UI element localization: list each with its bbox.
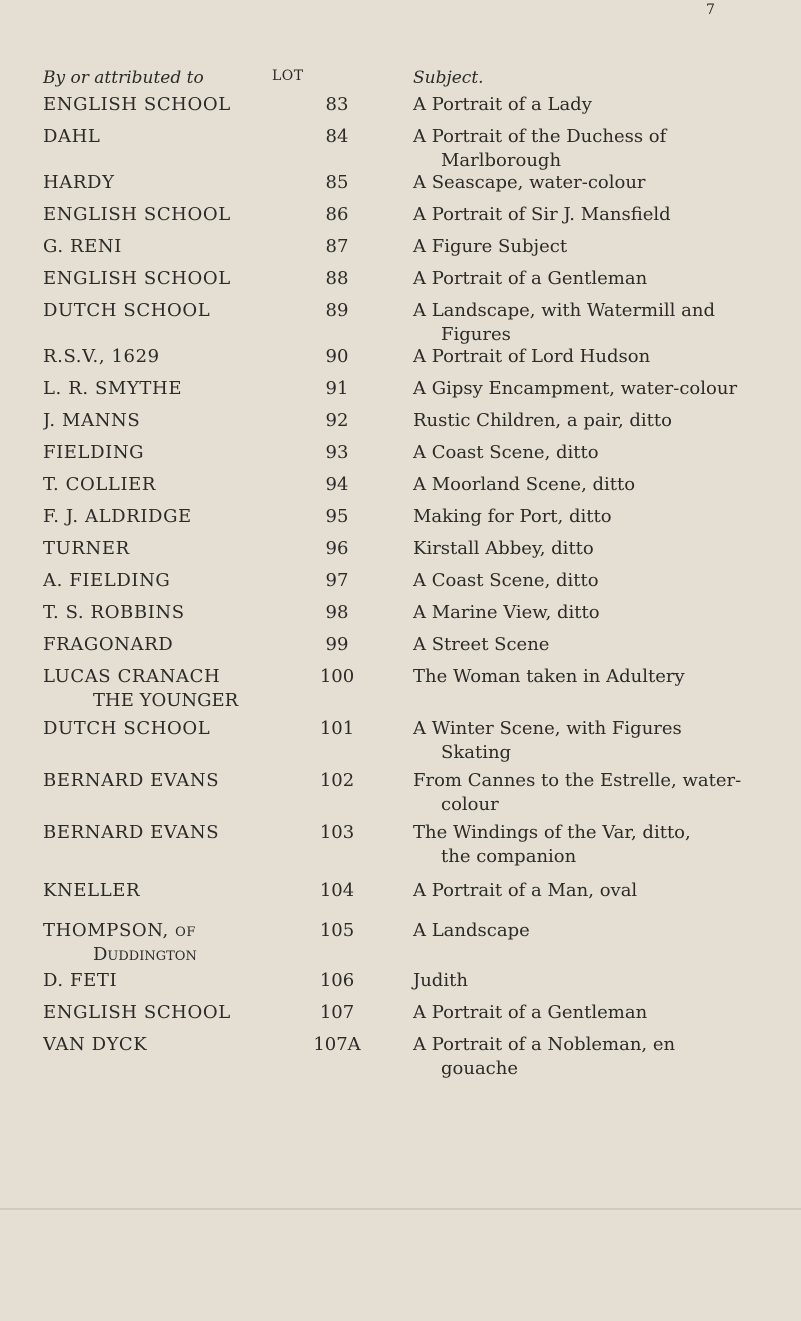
catalogue-entry <box>0 769 801 815</box>
catalogue-entry <box>0 267 801 299</box>
artist-name-text: ENGLISH SCHOOL <box>43 268 231 289</box>
subject-continuation: Marlborough <box>441 150 562 171</box>
subject-text <box>413 665 798 689</box>
subject-column-header: Subject. <box>413 68 484 88</box>
subject-text <box>413 203 798 227</box>
artist-name <box>43 569 303 593</box>
artist-name-text: F. J. ALDRIDGE <box>43 506 192 527</box>
subject-text <box>413 505 798 529</box>
artist-name-text: ENGLISH SCHOOL <box>43 1002 231 1023</box>
artist-name <box>43 235 303 259</box>
lot-number: 102 <box>319 770 355 791</box>
catalogue-entry <box>0 717 801 763</box>
subject-text <box>413 171 798 195</box>
lot-number: 101 <box>319 718 355 739</box>
artist-name-text: J. MANNS <box>43 410 141 431</box>
artist-name-text: DAHL <box>43 126 101 147</box>
catalogue-entry <box>0 537 801 569</box>
catalogue-entry <box>0 969 801 1001</box>
lot-number: 83 <box>325 94 349 115</box>
artist-name-text: BERNARD EVANS <box>43 822 220 843</box>
subject-continuation: Figures <box>441 324 511 345</box>
catalogue-entry <box>0 665 801 711</box>
artist-name <box>43 821 303 845</box>
subject-line: Judith <box>413 970 468 991</box>
artist-name-text: BERNARD EVANS <box>43 770 220 791</box>
catalogue-entry <box>0 377 801 409</box>
subject-line: A Moorland Scene, ditto <box>413 474 636 495</box>
lot-number: 97 <box>325 570 349 591</box>
catalogue-entry <box>0 235 801 267</box>
subject-continuation: the companion <box>441 846 577 867</box>
lot-number: 99 <box>325 634 349 655</box>
subject-line: A Landscape <box>413 920 530 941</box>
subject-text <box>413 441 798 465</box>
artist-name-text: G. RENI <box>43 236 122 257</box>
subject-text <box>413 473 798 497</box>
subject-text <box>413 879 798 903</box>
subject-line: A Portrait of the Duchess of <box>413 126 667 147</box>
subject-line: A Landscape, with Watermill and <box>413 300 715 321</box>
subject-text <box>413 1033 798 1081</box>
lot-number: 86 <box>325 204 349 225</box>
artist-name <box>43 769 303 793</box>
artist-name-text: FIELDING <box>43 442 145 463</box>
subject-text <box>413 537 798 561</box>
artist-name <box>43 633 303 657</box>
artist-name-text: T. COLLIER <box>43 474 157 495</box>
subject-text <box>413 299 798 347</box>
artist-name-text: D. FETI <box>43 970 118 991</box>
subject-line: A Seascape, water-colour <box>413 172 646 193</box>
artist-name <box>43 299 303 323</box>
artist-name-text: KNELLER <box>43 880 141 901</box>
subject-line: A Coast Scene, ditto <box>413 442 599 463</box>
artist-name <box>43 879 303 903</box>
artist-column-header: By or attributed to <box>43 68 204 88</box>
artist-name-text: LUCAS CRANACH <box>43 666 221 687</box>
catalogue-entry <box>0 821 801 867</box>
subject-line: A Portrait of Sir J. Mansfield <box>413 204 671 225</box>
subject-text <box>413 267 798 291</box>
catalogue-entry <box>0 203 801 235</box>
artist-name-text: VAN DYCK <box>43 1034 148 1055</box>
lot-number: 90 <box>325 346 349 367</box>
lot-number: 92 <box>325 410 349 431</box>
page-mark: 7 <box>706 2 715 18</box>
subject-text <box>413 1001 798 1025</box>
lot-number: 94 <box>325 474 349 495</box>
lot-number: 88 <box>325 268 349 289</box>
subject-line: A Coast Scene, ditto <box>413 570 599 591</box>
lot-number: 105 <box>319 920 355 941</box>
subject-line: A Gipsy Encampment, water-colour <box>413 378 738 399</box>
artist-name-text: THOMPSON, of <box>43 920 197 941</box>
subject-line: A Winter Scene, with Figures <box>413 718 682 739</box>
lot-number: 103 <box>319 822 355 843</box>
catalogue-entry <box>0 919 801 965</box>
lot-number: 85 <box>325 172 349 193</box>
lot-number: 89 <box>325 300 349 321</box>
subject-text <box>413 409 798 433</box>
subject-text <box>413 93 798 117</box>
lot-number: 107A <box>313 1034 361 1055</box>
artist-name-text: L. R. SMYTHE <box>43 378 183 399</box>
artist-name-text: HARDY <box>43 172 115 193</box>
artist-name-text: ENGLISH SCHOOL <box>43 94 231 115</box>
catalogue-entry <box>0 473 801 505</box>
lot-number: 95 <box>325 506 349 527</box>
page-bottom-rule <box>0 1208 801 1210</box>
artist-name <box>43 267 303 291</box>
subject-text <box>413 235 798 259</box>
subject-text <box>413 377 798 401</box>
lot-number: 98 <box>325 602 349 623</box>
artist-name-text: FRAGONARD <box>43 634 174 655</box>
subject-text <box>413 569 798 593</box>
catalogue-entry <box>0 93 801 125</box>
artist-name <box>43 665 303 713</box>
subject-text <box>413 919 798 943</box>
artist-name <box>43 919 303 967</box>
artist-name <box>43 1001 303 1025</box>
artist-name-text: TURNER <box>43 538 130 559</box>
subject-line: The Woman taken in Adultery <box>413 666 685 687</box>
catalogue-entry <box>0 441 801 473</box>
catalogue-entry <box>0 171 801 203</box>
subject-line: A Marine View, ditto <box>413 602 600 623</box>
artist-name <box>43 125 303 149</box>
artist-name <box>43 1033 303 1057</box>
catalogue-entry <box>0 505 801 537</box>
subject-line: Rustic Children, a pair, ditto <box>413 410 672 431</box>
catalogue-entry <box>0 345 801 377</box>
lot-number: 100 <box>319 666 355 687</box>
subject-line: A Figure Subject <box>413 236 568 257</box>
artist-name <box>43 717 303 741</box>
subject-line: The Windings of the Var, ditto, <box>413 822 691 843</box>
artist-name-text: T. S. ROBBINS <box>43 602 185 623</box>
subject-line: A Portrait of a Lady <box>413 94 592 115</box>
catalogue-entry <box>0 125 801 171</box>
subject-line: A Portrait of a Gentleman <box>413 1002 648 1023</box>
subject-text <box>413 717 798 765</box>
subject-line: A Portrait of Lord Hudson <box>413 346 651 367</box>
artist-name <box>43 345 303 369</box>
artist-name <box>43 203 303 227</box>
catalogue-entry <box>0 633 801 665</box>
subject-line: A Portrait of a Nobleman, en <box>413 1034 676 1055</box>
catalogue-entry <box>0 409 801 441</box>
subject-line: Kirstall Abbey, ditto <box>413 538 594 559</box>
artist-name-text: R.S.V., 1629 <box>43 346 160 367</box>
subject-continuation: colour <box>441 794 499 815</box>
artist-name <box>43 537 303 561</box>
artist-name-text: DUTCH SCHOOL <box>43 718 211 739</box>
subject-text <box>413 821 798 869</box>
subject-text <box>413 769 798 817</box>
catalogue-entry <box>0 879 801 911</box>
artist-name <box>43 441 303 465</box>
catalogue-entry <box>0 601 801 633</box>
subject-text <box>413 633 798 657</box>
catalogue-entry <box>0 1033 801 1079</box>
subject-text <box>413 345 798 369</box>
catalogue-entry <box>0 299 801 345</box>
artist-name-text: ENGLISH SCHOOL <box>43 204 231 225</box>
subject-line: A Street Scene <box>413 634 550 655</box>
subject-line: A Portrait of a Gentleman <box>413 268 648 289</box>
lot-number: 96 <box>325 538 349 559</box>
subject-continuation: gouache <box>441 1058 519 1079</box>
artist-name-continuation: THE YOUNGER <box>93 690 239 711</box>
subject-text <box>413 969 798 993</box>
artist-name <box>43 377 303 401</box>
lot-number: 106 <box>319 970 355 991</box>
artist-name-text: A. FIELDING <box>43 570 171 591</box>
lot-number: 87 <box>325 236 349 257</box>
subject-text <box>413 125 798 173</box>
subject-line: From Cannes to the Estrelle, water- <box>413 770 742 791</box>
artist-name <box>43 93 303 117</box>
artist-name <box>43 473 303 497</box>
artist-name-text: DUTCH SCHOOL <box>43 300 211 321</box>
lot-number: 107 <box>319 1002 355 1023</box>
artist-name <box>43 505 303 529</box>
lot-number: 93 <box>325 442 349 463</box>
artist-name <box>43 601 303 625</box>
artist-name-continuation: Duddington <box>93 944 197 965</box>
artist-name <box>43 171 303 195</box>
lot-number: 104 <box>319 880 355 901</box>
catalogue-entry <box>0 1001 801 1033</box>
lot-number: 84 <box>325 126 349 147</box>
artist-name <box>43 409 303 433</box>
subject-text <box>413 601 798 625</box>
lot-column-header: LOT <box>272 68 304 84</box>
subject-line: Making for Port, ditto <box>413 506 612 527</box>
lot-number: 91 <box>325 378 349 399</box>
subject-continuation: Skating <box>441 742 512 763</box>
subject-line: A Portrait of a Man, oval <box>413 880 638 901</box>
catalogue-entry <box>0 569 801 601</box>
artist-name <box>43 969 303 993</box>
